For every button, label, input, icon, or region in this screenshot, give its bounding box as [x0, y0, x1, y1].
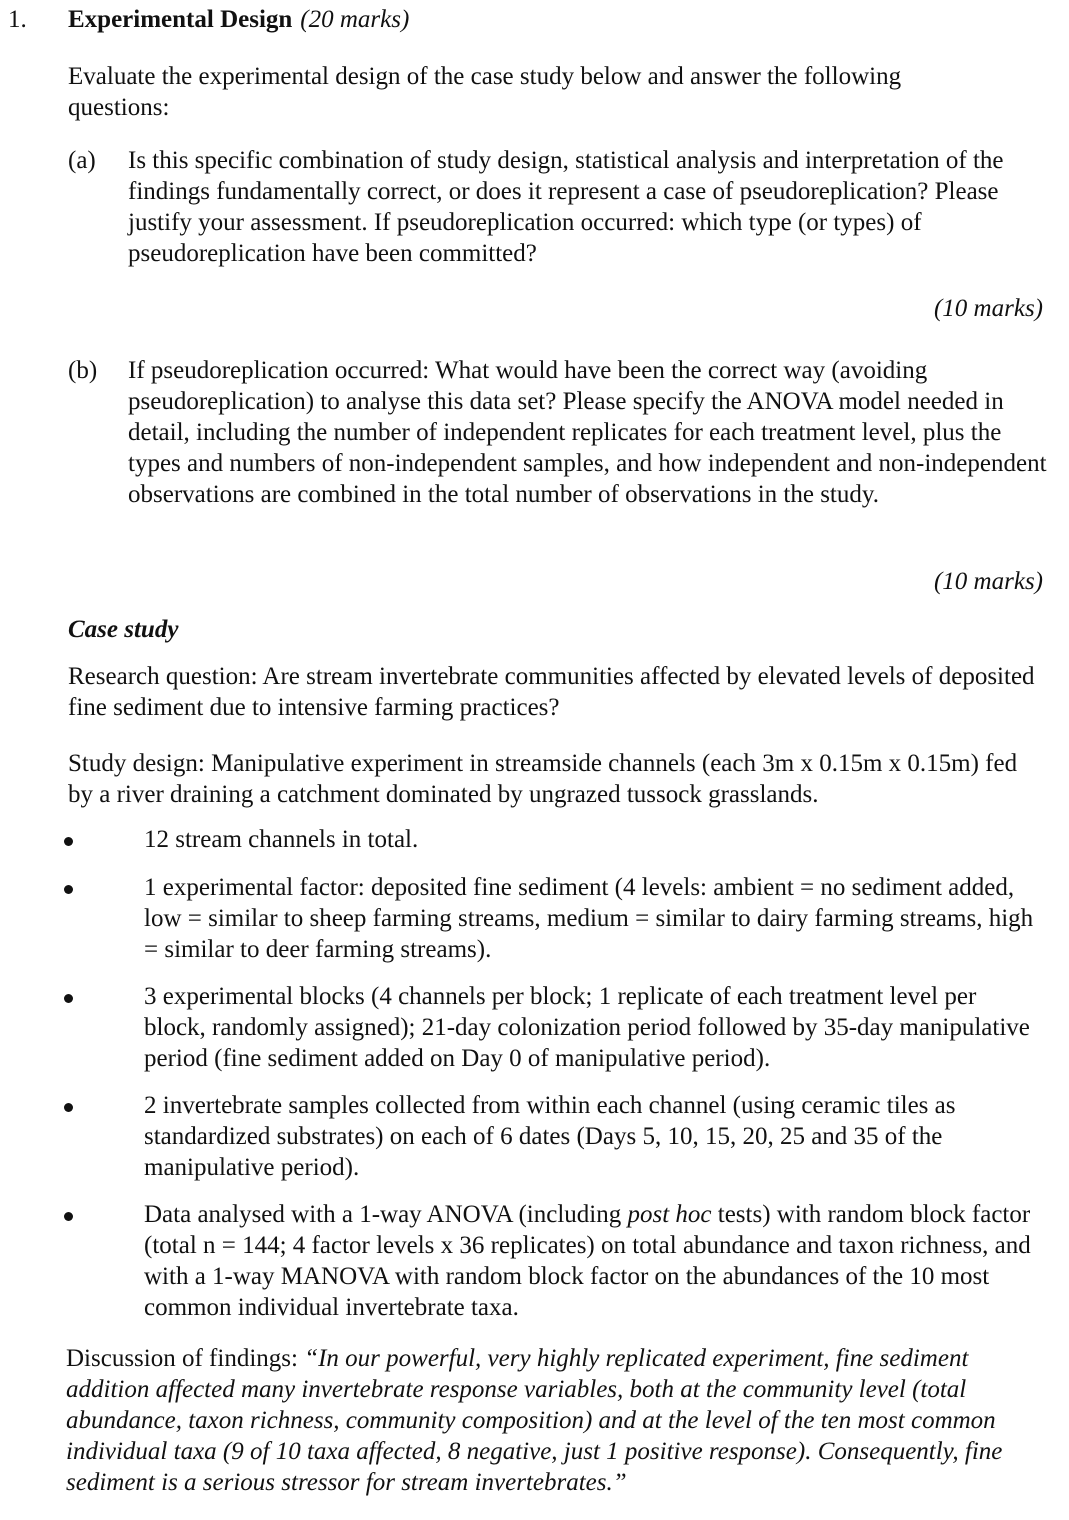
bullet-text: 2 invertebrate samples collected from within each channel (using ceramic tiles as standardized substrates) on each of 6 dates (Days 5, 10, 15, 20, 25 and 35 of the manipulative period). [144, 1092, 956, 1181]
question-number: 1. [8, 6, 27, 33]
bullet-icon [64, 1103, 73, 1112]
question-title-text: Experimental Design [68, 6, 293, 33]
case-study-heading: Case study [68, 616, 179, 643]
part-b-text: If pseudoreplication occurred: What would have been the correct way (avoiding pseudoreplication) to analyse this data set? Please specify the ANOVA model needed in detail, including the number of independent replicates for each treatment level, plus the types and numbers of non-independent samples, and how independent and non-independent observations are combined in the total number of observations in the study. [128, 357, 1047, 508]
part-b-label: (b) [68, 357, 98, 384]
bullet-icon [64, 1212, 73, 1221]
question-total-marks: (20 marks) [300, 6, 410, 33]
part-a-text: Is this specific combination of study design, statistical analysis and interpretation of the findings fundamentally correct, or does it represent a case of pseudoreplication? Please justify your assessment. If pseudoreplication occurred: which type (or types) of pseudoreplication have been committed? [128, 147, 1004, 267]
bullet-icon [64, 994, 73, 1003]
bullet-text: 3 experimental blocks (4 channels per block; 1 replicate of each treatment level per block, randomly assigned); 21-day colonization period followed by 35-day manipulative period (fine sediment added on Day 0 of manipulative period). [144, 983, 1030, 1072]
bullet-icon [64, 885, 73, 894]
discussion-label: Discussion of findings: [66, 1345, 305, 1372]
analysis-text-post: tests) with random block factor (total n = 144; 4 factor levels x 36 replicates) on total abundance and taxon richness, and with a 1-way MANOVA with random block factor on the abundances of the 10 most common individual invertebrate taxa. [144, 1201, 1031, 1321]
discussion-quote: “In our powerful, very highly replicated experiment, fine sediment addition affected many invertebrate response variables, both at the community level (total abundance, taxon richness, community composition) and at the level of the ten most common individual taxa (9 of 10 taxa affected, 8 negative, just 1 positive response). Consequently, fine sediment is a serious stressor for stream invertebrates.” [66, 1345, 1003, 1496]
question-title [68, 4, 409, 35]
bullet-text: 12 stream channels in total. [144, 826, 419, 853]
bullet-text: 1 experimental factor: deposited fine sediment (4 levels: ambient = no sediment added, low = similar to sheep farming streams, medium = similar to dairy farming streams, high = similar to deer farming streams). [144, 874, 1034, 963]
analysis-text-post-hoc: post hoc [627, 1201, 712, 1228]
study-design: Study design: Manipulative experiment in streamside channels (each 3m x 0.15m x 0.15m) fed by a river draining a catchment dominated by ungrazed tussock grasslands. [68, 750, 1018, 808]
analysis-text-pre: Data analysed with a 1-way ANOVA (including [144, 1201, 628, 1228]
bullet-icon [64, 837, 73, 846]
part-a-label: (a) [68, 147, 96, 174]
research-question: Research question: Are stream invertebrate communities affected by elevated levels of deposited fine sediment due to intensive farming practices? [68, 663, 1035, 721]
discussion-of-findings [66, 1343, 1046, 1498]
bullet-text-analysis [144, 1199, 1044, 1323]
part-a-marks: (10 marks) [933, 295, 1043, 322]
part-b-marks: (10 marks) [933, 568, 1043, 595]
question-intro: Evaluate the experimental design of the case study below and answer the following questions: [68, 63, 902, 121]
